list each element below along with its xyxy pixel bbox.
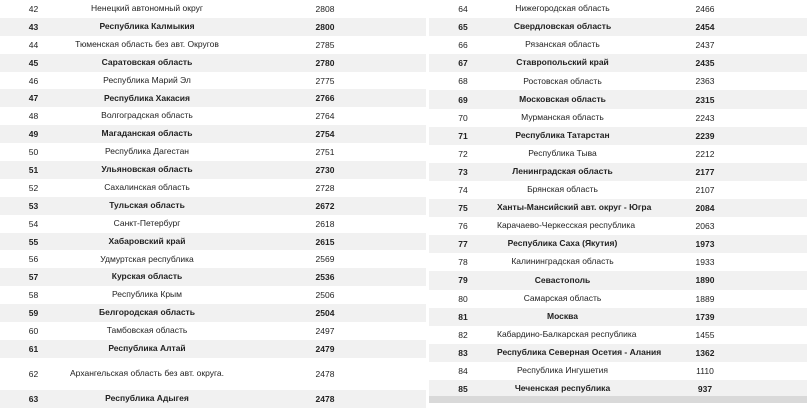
- region-name: Карачаево-Черкесская республика: [497, 220, 636, 231]
- region-value: 2615: [315, 236, 335, 247]
- region-name: Республика Ингушетия: [516, 365, 609, 376]
- region-value: 2764: [315, 111, 335, 122]
- region-value: 2315: [695, 94, 715, 105]
- region-name: Республика Хакасия: [104, 92, 190, 103]
- rank-number: 74: [458, 184, 468, 195]
- rank-number: 63: [28, 393, 39, 404]
- region-value: 2754: [315, 129, 335, 140]
- table-row: [429, 235, 807, 253]
- region-value: 2506: [315, 290, 335, 301]
- region-value: 2243: [695, 112, 715, 123]
- rank-number: 69: [458, 94, 468, 105]
- region-value: 2212: [695, 148, 715, 159]
- region-value: 1110: [696, 365, 714, 376]
- rank-number: 47: [28, 93, 39, 104]
- region-name: Ненецкий автономный округ: [91, 3, 203, 14]
- region-value: 2775: [315, 75, 335, 86]
- region-value: 2766: [315, 93, 335, 104]
- region-value: 2435: [695, 58, 715, 69]
- region-name: Ленинградская область: [512, 166, 613, 176]
- rank-number: 57: [28, 272, 39, 283]
- region-name: Республика Крым: [111, 289, 183, 300]
- region-name: Ростовская область: [523, 75, 602, 86]
- region-name: Тюменская область без авт. Округов: [75, 38, 219, 49]
- table-row: [0, 340, 426, 358]
- region-name: Волгоградская область: [101, 110, 193, 121]
- region-name: Москва: [547, 310, 578, 321]
- rank-number: 67: [458, 58, 468, 69]
- table-row: [0, 107, 426, 125]
- table-row: [0, 161, 426, 179]
- rank-number: 78: [458, 257, 468, 268]
- rank-number: 45: [28, 57, 39, 68]
- table-row: [0, 215, 426, 233]
- scrollbar-track[interactable]: [429, 396, 807, 403]
- region-name: Республика Татарстан: [515, 129, 610, 140]
- table-row: [429, 109, 807, 127]
- region-value: 2730: [315, 164, 335, 175]
- table-row: [0, 286, 426, 304]
- rank-number: 58: [28, 290, 39, 301]
- rank-number: 50: [28, 147, 39, 158]
- region-value: 2479: [315, 343, 335, 354]
- table-row: [429, 271, 807, 289]
- region-value: 2618: [315, 218, 335, 229]
- region-name: Архангельская область без авт. округа.: [70, 367, 224, 378]
- rank-number: 66: [458, 40, 468, 51]
- region-name: Республика Калмыкия: [99, 20, 195, 31]
- region-value: 2497: [315, 325, 335, 336]
- table-row: [0, 0, 426, 18]
- rank-number: 72: [458, 148, 468, 159]
- region-value: 2063: [695, 221, 715, 232]
- region-name: Магаданская область: [101, 128, 193, 139]
- table-row: [0, 250, 426, 268]
- table-row: [429, 253, 807, 271]
- region-value: 2728: [315, 182, 335, 193]
- table-row: [0, 304, 426, 322]
- table-row: [429, 344, 807, 362]
- rank-number: 60: [28, 325, 39, 336]
- rank-number: 85: [458, 384, 468, 395]
- rank-number: 79: [458, 275, 468, 286]
- region-name: Ставропольский край: [516, 57, 609, 68]
- region-name: Рязанская область: [525, 39, 600, 50]
- ranking-table-right: [429, 0, 807, 398]
- table-row: [429, 199, 807, 217]
- region-value: 2672: [315, 200, 335, 211]
- region-value: 2454: [695, 22, 715, 33]
- region-name: Курская область: [111, 271, 183, 282]
- region-value: 2478: [315, 393, 335, 404]
- region-value: 2751: [315, 147, 335, 158]
- table-row: [0, 197, 426, 215]
- region-name: Брянская область: [527, 184, 598, 195]
- rank-number: 81: [458, 311, 468, 322]
- region-name: Республика Тыва: [528, 147, 597, 158]
- table-row: [0, 72, 426, 90]
- rank-number: 77: [458, 239, 468, 250]
- region-name: Мурманская область: [521, 111, 604, 122]
- rank-number: 73: [458, 166, 468, 177]
- region-name: Республика Адыгея: [105, 392, 189, 403]
- table-row: [429, 362, 807, 380]
- region-name: Республика Дагестан: [104, 146, 189, 157]
- table-row: [0, 54, 426, 72]
- rank-number: 55: [28, 236, 39, 247]
- region-name: Ханты-Мансийский авт. округ - Югра: [497, 202, 652, 213]
- rank-number: 68: [458, 76, 468, 87]
- region-name: Московская область: [519, 93, 606, 104]
- rank-number: 53: [28, 200, 39, 211]
- region-name: Республика Северная Осетия - Алания: [497, 346, 662, 357]
- region-value: 2800: [315, 21, 335, 32]
- region-name: Санкт-Петербург: [113, 217, 181, 228]
- table-row: [429, 308, 807, 326]
- region-name: Тульская область: [109, 199, 185, 210]
- region-value: 1973: [695, 239, 715, 250]
- region-name: Кабардино-Балкарская республика: [497, 328, 637, 339]
- region-value: 2363: [695, 76, 715, 87]
- region-value: 2177: [695, 166, 715, 177]
- region-value: 2239: [695, 130, 715, 141]
- rank-number: 44: [28, 39, 39, 50]
- rank-number: 75: [458, 203, 468, 214]
- rank-number: 65: [458, 22, 468, 33]
- table-row: [0, 268, 426, 286]
- table-row: [429, 18, 807, 36]
- table-row: [429, 54, 807, 72]
- table-row: [429, 0, 807, 18]
- region-name: Калининградская область: [511, 256, 614, 267]
- table-row: [0, 143, 426, 161]
- rank-number: 46: [28, 75, 39, 86]
- rank-number: 52: [28, 182, 39, 193]
- rank-number: 43: [28, 21, 39, 32]
- region-value: 2466: [695, 4, 715, 15]
- table-row: [429, 163, 807, 181]
- table-row: [429, 127, 807, 145]
- rank-number: 42: [28, 3, 39, 14]
- rank-number: 71: [458, 130, 468, 141]
- rank-number: 54: [28, 218, 39, 229]
- region-name: Республика Алтай: [108, 342, 186, 353]
- table-row: [0, 125, 426, 143]
- table-row: [0, 18, 426, 36]
- table-row: [0, 89, 426, 107]
- table-row: [0, 358, 426, 390]
- region-value: 1933: [695, 257, 715, 268]
- region-value: 937: [697, 384, 713, 395]
- rank-number: 56: [28, 254, 39, 265]
- table-row: [429, 72, 807, 90]
- region-value: 2437: [695, 40, 715, 51]
- region-value: 2780: [315, 57, 335, 68]
- region-value: 2536: [315, 272, 335, 283]
- table-row: [0, 179, 426, 197]
- table-row: [0, 390, 426, 408]
- region-name: Белгородская область: [99, 307, 195, 318]
- region-name: Республика Марий Эл: [103, 74, 191, 85]
- region-name: Ульяновская область: [101, 164, 193, 175]
- region-name: Хабаровский край: [108, 235, 186, 246]
- region-name: Свердловская область: [513, 21, 612, 32]
- region-name: Саратовская область: [101, 56, 193, 67]
- region-name: Сахалинская область: [104, 181, 190, 192]
- region-value: 1362: [695, 347, 715, 358]
- table-row: [429, 326, 807, 344]
- region-name: Тамбовская область: [106, 325, 188, 336]
- region-name: Республика Саха (Якутия): [507, 238, 618, 249]
- region-name: Самарская область: [523, 292, 602, 303]
- rank-number: 84: [458, 365, 468, 376]
- region-name: Севастополь: [534, 274, 591, 285]
- table-row: [429, 290, 807, 308]
- table-row: [0, 36, 426, 54]
- region-value: 2808: [315, 3, 335, 14]
- table-row: [429, 217, 807, 235]
- region-value: 2478: [315, 368, 335, 379]
- region-name: Нижегородская область: [515, 3, 610, 14]
- rank-number: 59: [28, 308, 39, 319]
- rank-number: 83: [458, 347, 468, 358]
- region-value: 2084: [695, 203, 715, 214]
- region-value: 2107: [695, 184, 715, 195]
- region-value: 2785: [315, 39, 335, 50]
- region-value: 2569: [315, 254, 335, 265]
- table-row: [429, 181, 807, 199]
- rank-number: 61: [28, 343, 39, 354]
- rank-number: 64: [458, 4, 468, 15]
- table-row: [429, 145, 807, 163]
- rank-number: 51: [28, 164, 39, 175]
- table-row: [0, 233, 426, 251]
- rank-number: 49: [28, 129, 39, 140]
- table-row: [429, 90, 807, 108]
- region-value: 2504: [315, 308, 335, 319]
- region-value: 1455: [695, 329, 715, 340]
- table-row: [0, 322, 426, 340]
- region-name: Чеченская республика: [514, 383, 611, 394]
- rank-number: 62: [28, 368, 39, 379]
- rank-number: 80: [458, 293, 468, 304]
- region-name: Удмуртская республика: [100, 253, 194, 264]
- rank-number: 70: [458, 112, 468, 123]
- rank-number: 82: [458, 329, 468, 340]
- region-value: 1890: [695, 275, 715, 286]
- region-value: 1739: [695, 311, 715, 322]
- rank-number: 48: [28, 111, 39, 122]
- table-row: [429, 36, 807, 54]
- rank-number: 76: [458, 221, 468, 232]
- region-value: 1889: [695, 293, 715, 304]
